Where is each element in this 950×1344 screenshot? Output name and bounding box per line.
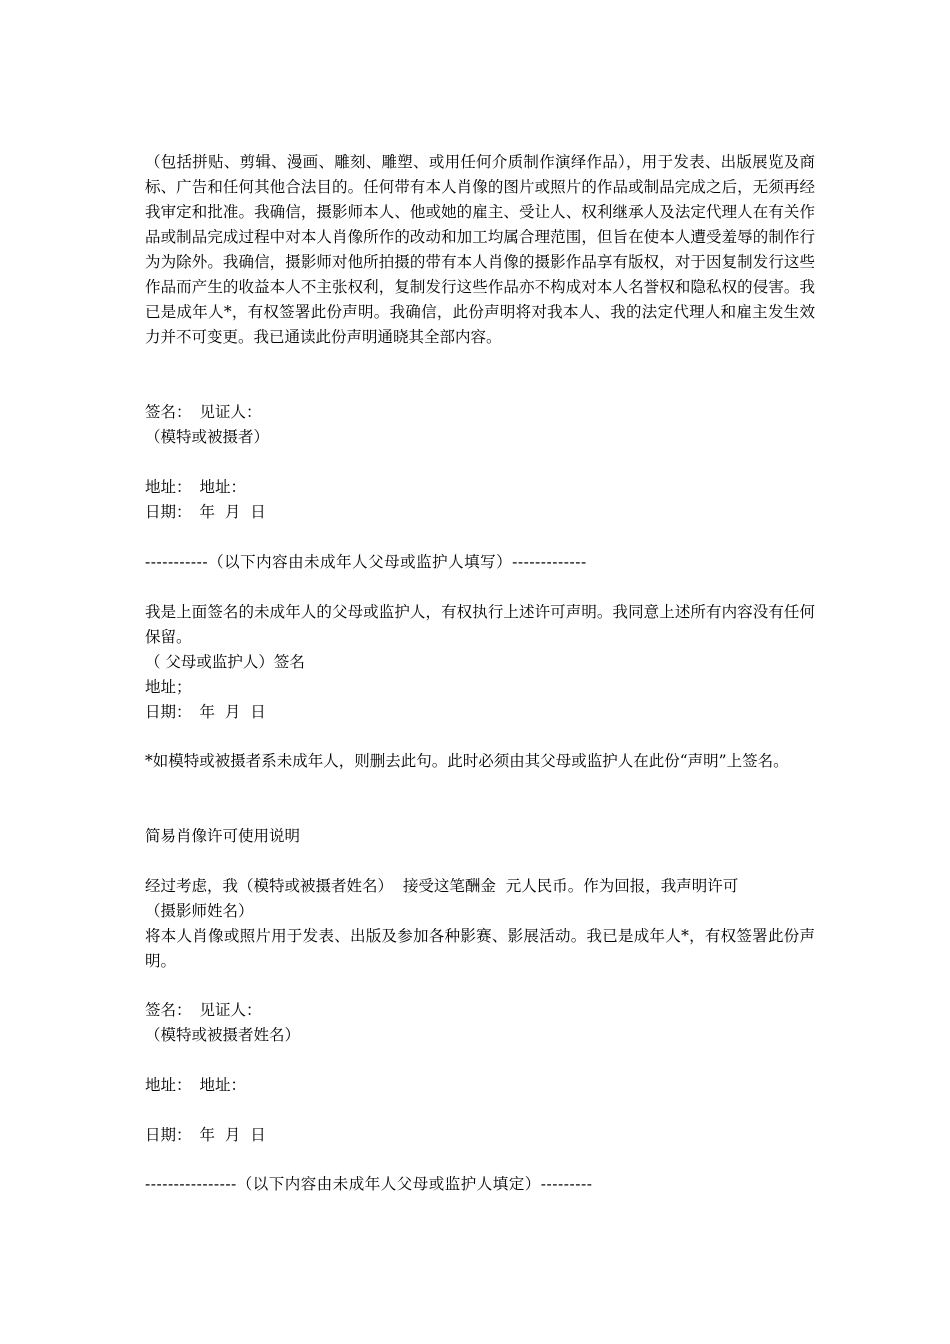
model-note-1: （模特或被摄者） [145, 428, 270, 446]
date-value: 年 月 日 [199, 503, 266, 521]
date-row-2 [145, 700, 266, 725]
date-row-3 [145, 1123, 266, 1148]
signature-row-1 [145, 400, 262, 425]
date-label: 日期： [145, 503, 192, 521]
divider-guardian-1: -----------（以下内容由未成年人父母或监护人填写）------------- [145, 553, 587, 571]
address-row-2: 地址； [145, 678, 192, 696]
photographer-name-note: （摄影师姓名） [145, 902, 254, 920]
signature-label: 签名： [145, 403, 192, 421]
consent-paragraph: （包括拼贴、剪辑、漫画、雕刻、雕塑、或用任何介质制作演绎作品），用于发表、出版展览及商标、广告和任何其他合法目的。任何带有本人肖像的图片或照片的作品或制品完成之后，无须再经我审定和批准。我确信，摄影师本人、他或她的雇主、受让人、权利继承人及法定代理人在有关作品或制品完成过程中对本人肖像所作的改动和加工均属合理范围，但旨在使本人遭受羞辱的制作行为为除外。我确信，摄影师对他所拍摄的带有本人肖像的摄影作品享有版权，对于因复制发行这些作品而产生的收益本人不主张权利，复制发行这些作品亦不构成对本人名誉权和隐私权的侵害。我已是成年人*，有权签署此份声明。我确信，此份声明将对我本人、我的法定代理人和雇主发生效力并不可变更。我已通读此份声明通晓其全部内容。 [145, 153, 815, 346]
model-note-2: （模特或被摄者姓名） [145, 1026, 301, 1044]
address-row-1 [145, 475, 246, 500]
simple-consent-paragraph: 将本人肖像或照片用于发表、出版及参加各种影赛、影展活动。我已是成年人*，有权签署此份声明。 [145, 927, 815, 970]
witness-label: 见证人： [199, 403, 262, 421]
signature-label: 签名： [145, 1001, 192, 1019]
date-value: 年 月 日 [199, 1126, 266, 1144]
date-label: 日期： [145, 1126, 192, 1144]
footnote: *如模特或被摄者系未成年人，则删去此句。此时必须由其父母或监护人在此份“声明”上签名。 [145, 752, 789, 770]
address-label: 地址： [145, 1076, 192, 1094]
address-label: 地址： [145, 478, 192, 496]
date-label: 日期： [145, 703, 192, 721]
divider-guardian-2: ----------------（以下内容由未成年人父母或监护人填定）--------- [145, 1175, 593, 1193]
witness-address-label: 地址： [199, 1076, 247, 1094]
section-title: 简易肖像许可使用说明 [145, 827, 301, 845]
signature-row-2 [145, 998, 262, 1023]
date-value: 年 月 日 [199, 703, 266, 721]
witness-label: 见证人： [199, 1001, 262, 1019]
guardian-signature: （ 父母或监护人）签名 [145, 653, 305, 671]
guardian-paragraph: 我是上面签名的未成年人的父母或监护人，有权执行上述许可声明。我同意上述所有内容没有任何保留。 [145, 603, 815, 646]
address-row-3 [145, 1073, 246, 1098]
date-row-1 [145, 500, 266, 525]
simple-consent-line-1: 经过考虑，我（模特或被摄者姓名） 接受这笔酬金 元人民币。作为回报，我声明许可 [145, 877, 739, 895]
witness-address-label: 地址： [199, 478, 247, 496]
